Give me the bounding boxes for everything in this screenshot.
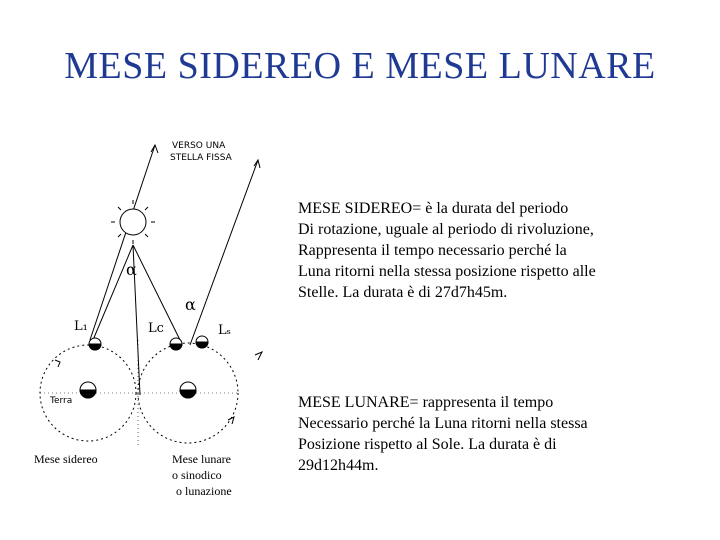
earth-left-icon (80, 382, 96, 398)
alpha-label-1: α (126, 260, 137, 279)
page-title: MESE SIDEREO E MESE LUNARE (64, 45, 656, 87)
lunar-month-diagram (0, 120, 300, 540)
earth-right-icon (180, 382, 196, 398)
label-ls: Lₛ (218, 323, 232, 338)
earth-label: Terra (50, 396, 73, 406)
star-label-line2: STELLA FISSA (170, 153, 232, 163)
caption-lunar-line3: o lunazione (176, 484, 232, 498)
caption-sidereal: Mese sidereo (34, 452, 98, 466)
moon-ls-icon (196, 336, 208, 348)
moon-lc-icon (170, 338, 182, 350)
star-direction-lines (90, 145, 260, 395)
caption-lunar-line1: Mese lunare (172, 452, 231, 466)
caption-lunar-line2: o sinodico (172, 468, 222, 482)
label-lc: Lc (148, 321, 164, 336)
sidereal-month-description: MESE SIDEREO= è la durata del periodo Di rotazione, uguale al periodo di rivoluzione, Rappresenta il tempo necessario perché la Luna ritorni nella stessa posizione rispetto alle Stelle. La durata è di 27d7h45m. (298, 200, 596, 301)
sun-icon (111, 200, 155, 244)
star-label-line1: VERSO UNA (172, 141, 226, 151)
moon-l1-icon (89, 338, 101, 350)
label-l1: L₁ (74, 319, 88, 334)
lunar-month-description: MESE LUNARE= rappresenta il tempo Necessario perché la Luna ritorni nella stessa Posizione rispetto al Sole. La durata è di 29d12h44m. (298, 394, 588, 474)
alpha-label-2: α (185, 295, 196, 314)
